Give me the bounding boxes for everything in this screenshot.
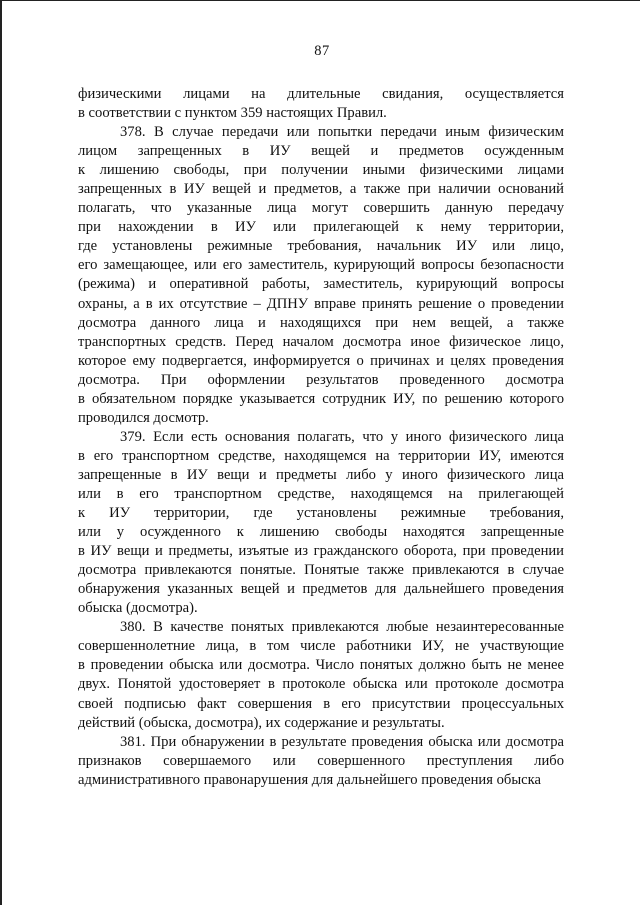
text-line: досмотра данного лица и находящихся при нем вещей, а также xyxy=(78,314,564,331)
text-line: лицом запрещенных в ИУ вещей и предметов осужденным xyxy=(78,143,564,160)
page-number: 87 xyxy=(314,43,330,59)
text-line: при нахождении в ИУ или прилегающей к нему территории, xyxy=(78,219,564,236)
text-line: запрещенные в ИУ вещи и предметы либо у иного физического лица xyxy=(78,466,564,483)
text-line: (режима) и оперативной работы, заместитель, курирующий вопросы xyxy=(78,276,564,293)
text-line: своей подписью факт совершения в его присутствии процессуальных xyxy=(78,695,564,712)
paragraph-p378 xyxy=(78,123,564,428)
text-line: в ИУ вещи и предметы, изъятые из гражданского оборота, при проведении xyxy=(78,543,564,560)
text-line: запрещенных в ИУ вещей и предметов, а также при наличии оснований xyxy=(78,181,564,198)
text-line: в соответствии с пунктом 359 настоящих Правил. xyxy=(78,105,387,122)
text-line: в его транспортном средстве, находящемся на территории ИУ, имеются xyxy=(78,447,564,464)
text-line: где установлены режимные требования, начальник ИУ или лицо, xyxy=(78,238,564,255)
text-line: административного правонарушения для дальнейшего проведения обыска xyxy=(78,771,541,788)
paragraph-p381 xyxy=(78,733,564,790)
text-line: полагать, что указанные лица могут совершить данную передачу xyxy=(78,200,564,217)
text-line: в обязательном порядке указывается сотрудник ИУ, по решению которого xyxy=(78,390,564,407)
text-line: транспортных средств. Перед началом досмотра иное физическое лицо, xyxy=(78,333,564,350)
text-line: совершеннолетние лица, в том числе работники ИУ, не участвующие xyxy=(78,638,564,655)
text-line: к лишению свободы, при получении иными физическими лицами xyxy=(78,162,564,179)
text-line: признаков совершаемого или совершенного преступления либо xyxy=(78,752,564,769)
text-line: 379. Если есть основания полагать, что у иного физического лица xyxy=(120,428,564,445)
paragraph-p379 xyxy=(78,428,564,618)
text-line: которое ему подвергается, информируется о причинах и целях проведения xyxy=(78,352,564,369)
paragraph-p380 xyxy=(78,618,564,732)
document-body xyxy=(78,85,564,790)
text-line: его замещающее, или его заместитель, курирующий вопросы безопасности xyxy=(78,257,564,274)
text-line: обнаружения указанных вещей и предметов для дальнейшего проведения xyxy=(78,581,564,598)
text-line: двух. Понятой удостоверяет в протоколе обыска или протоколе досмотра xyxy=(78,676,564,693)
text-line: 378. В случае передачи или попытки передачи иным физическим xyxy=(120,124,564,141)
text-line: или у осужденного к лишению свободы находятся запрещенные xyxy=(78,524,564,541)
text-line: действий (обыска, досмотра), их содержание и результаты. xyxy=(78,714,445,731)
text-line: досмотра привлекаются понятые. Понятые также привлекаются в случае xyxy=(78,562,564,579)
text-line: охраны, а в их отсутствие – ДПНУ вправе принять решение о проведении xyxy=(78,295,564,312)
text-line: к ИУ территории, где установлены режимные требования, xyxy=(78,505,564,522)
text-line: или в его транспортном средстве, находящемся на прилегающей xyxy=(78,485,564,502)
paragraph-continuation xyxy=(78,85,564,123)
text-line: в проведении обыска или досмотра. Число понятых должно быть не менее xyxy=(78,657,564,674)
text-line: проводился досмотр. xyxy=(78,409,209,426)
text-line: обыска (досмотра). xyxy=(78,600,198,617)
text-line: досмотра. При оформлении результатов проведенного досмотра xyxy=(78,371,564,388)
text-line: 380. В качестве понятых привлекаются любые незаинтересованные xyxy=(120,619,564,636)
text-line: 381. При обнаружении в результате проведения обыска или досмотра xyxy=(120,733,564,750)
text-line: физическими лицами на длительные свидания, осуществляется xyxy=(78,86,564,102)
